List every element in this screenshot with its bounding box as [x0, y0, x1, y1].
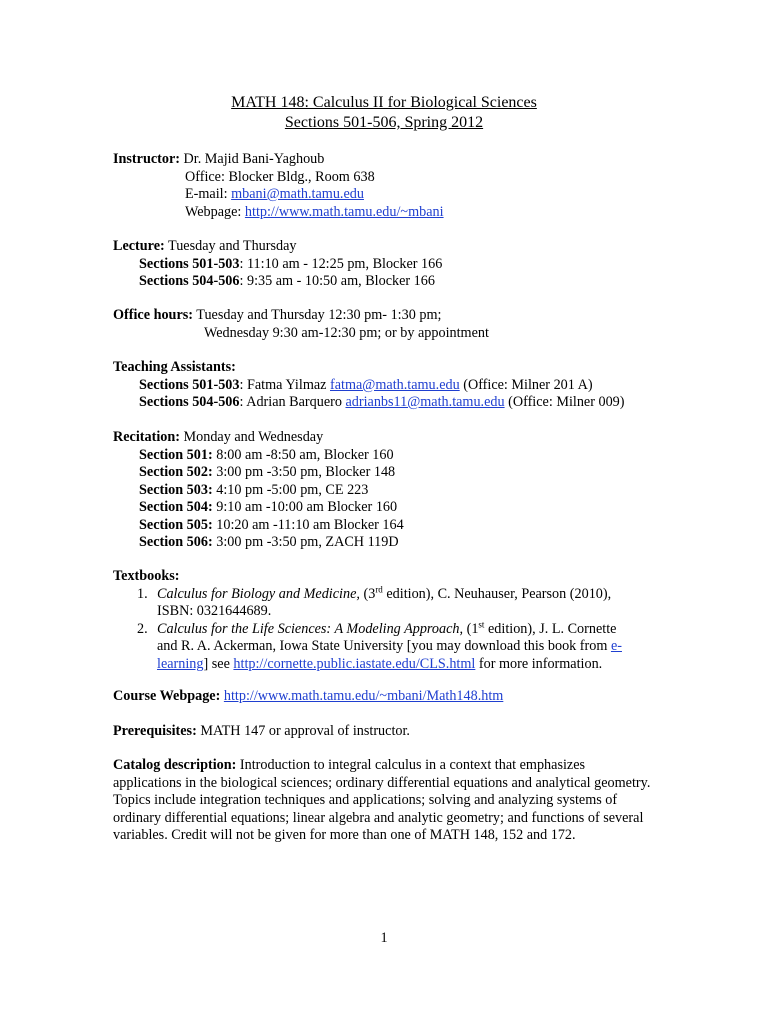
cls-book-link[interactable]: http://cornette.public.iastate.edu/CLS.html — [233, 655, 476, 672]
catalog-description — [113, 757, 653, 845]
textbook-details: and R. A. Ackerman, Iowa State University [you may download this book from — [157, 638, 611, 654]
recitation-row — [113, 534, 653, 552]
ta-row — [113, 394, 653, 412]
office-hours-block — [113, 307, 653, 342]
prerequisites-line — [113, 723, 653, 741]
prerequisites-text: MATH 147 or approval of instructor. — [196, 723, 410, 739]
instructor-email-link[interactable]: mbani@math.tamu.edu — [231, 186, 364, 202]
lecture-row — [113, 256, 653, 274]
recitation-time: 9:10 am -10:00 am Blocker 160 — [212, 499, 398, 515]
recitation-section: Section 504: — [139, 499, 213, 515]
lecture-time: : 11:10 am - 12:25 pm, Blocker 166 — [239, 255, 443, 272]
textbook-details: edition), C. Neuhauser, Pearson (2010), — [382, 585, 612, 602]
elearning-link[interactable]: e- — [610, 638, 622, 654]
lecture-label: Lecture: — [113, 238, 165, 254]
textbook-details: for more information. — [475, 655, 603, 672]
ta-section: Sections 504-506 — [139, 394, 240, 410]
office-hours-line1: Tuesday and Thursday 12:30 pm- 1:30 pm; — [196, 307, 442, 323]
recitation-time: 10:20 am -11:10 am Blocker 164 — [212, 516, 404, 533]
ta-office: (Office: Milner 201 A) — [459, 376, 593, 393]
office-hours-label: Office hours: — [113, 307, 193, 323]
recitation-label: Recitation: — [113, 429, 180, 445]
recitation-row — [113, 517, 653, 535]
recitation-time: 8:00 am -8:50 am, Blocker 160 — [212, 446, 394, 463]
textbook-item — [113, 583, 653, 604]
catalog-text: Introduction to integral calculus in a context that emphasizes applications in the biological sciences; ordinary differential equations and analytical geometry. Topics include integration techniques and applications; solving and analyzing systems of ordinary differential equations; linear algebra and analytic geometry; and functions of several variables. Credit will not be given for more than one of MATH 148, 152 and 172. — [113, 757, 651, 843]
ta-office: (Office: Milner 009) — [504, 394, 625, 410]
lecture-section: Sections 501-503 — [139, 255, 240, 272]
elearning-link[interactable]: learning — [157, 655, 204, 672]
course-title: MATH 148: Calculus II for Biological Sciences — [231, 94, 537, 111]
course-sections-term: Sections 501-506, Spring 2012 — [284, 114, 484, 131]
ta-email-link[interactable]: adrianbs11@math.tamu.edu — [345, 394, 505, 410]
ta-section: Sections 501-503 — [139, 376, 240, 393]
textbook-isbn: ISBN: 0321644689. — [157, 603, 272, 619]
ta-email-link[interactable]: fatma@math.tamu.edu — [330, 376, 460, 393]
course-webpage-line — [113, 688, 653, 706]
ta-block — [113, 359, 653, 412]
recitation-time: 3:00 pm -3:50 pm, ZACH 119D — [212, 534, 399, 550]
ta-name: : Fatma Yilmaz — [239, 376, 330, 393]
recitation-row — [113, 447, 653, 465]
prerequisites-label: Prerequisites: — [113, 723, 197, 739]
textbook-title: Calculus for the Life Sciences: A Modeling Approach, — [157, 620, 464, 637]
textbook-number: 2. — [137, 620, 148, 637]
lecture-section: Sections 504-506 — [139, 273, 240, 289]
recitation-section: Section 501: — [139, 446, 213, 463]
recitation-row — [113, 464, 653, 482]
recitation-section: Section 503: — [139, 481, 213, 498]
textbooks-label: Textbooks: — [113, 568, 180, 584]
ta-name: : Adrian Barquero — [239, 394, 346, 410]
instructor-office: Office: Blocker Bldg., Room 638 — [185, 168, 375, 185]
textbook-edition: (3 — [359, 585, 376, 602]
course-webpage-link[interactable]: http://www.math.tamu.edu/~mbani/Math148.htm — [223, 688, 504, 704]
recitation-section: Section 502: — [139, 464, 213, 480]
office-hours-line2: Wednesday 9:30 am-12:30 pm; or by appointment — [204, 324, 489, 341]
edition-superscript: st — [478, 618, 485, 629]
recitation-days: Monday and Wednesday — [183, 429, 324, 445]
instructor-block — [113, 151, 653, 221]
catalog-label: Catalog description: — [113, 757, 237, 773]
textbook-details: edition), J. L. Cornette — [484, 620, 617, 637]
recitation-section: Section 506: — [139, 534, 213, 550]
lecture-block — [113, 238, 653, 291]
recitation-time: 4:10 pm -5:00 pm, CE 223 — [212, 481, 369, 498]
course-webpage-label: Course Webpage: — [113, 688, 221, 704]
textbook-details: ] see — [203, 655, 234, 672]
textbook-edition: (1 — [463, 620, 479, 637]
recitation-row — [113, 499, 653, 517]
textbook-number: 1. — [137, 585, 148, 602]
ta-row — [113, 377, 653, 395]
textbooks-block — [113, 568, 653, 673]
instructor-webpage-link[interactable]: http://www.math.tamu.edu/~mbani — [244, 203, 444, 220]
lecture-row — [113, 273, 653, 291]
lecture-time: : 9:35 am - 10:50 am, Blocker 166 — [239, 273, 435, 289]
instructor-name: Dr. Majid Bani-Yaghoub — [183, 151, 325, 167]
recitation-row — [113, 482, 653, 500]
lecture-days: Tuesday and Thursday — [168, 238, 297, 254]
ta-label: Teaching Assistants: — [113, 359, 236, 375]
edition-superscript: rd — [375, 583, 383, 594]
instructor-label: Instructor: — [113, 151, 180, 167]
recitation-time: 3:00 pm -3:50 pm, Blocker 148 — [212, 464, 396, 480]
webpage-label: Webpage: — [185, 203, 245, 220]
email-label: E-mail: — [185, 186, 232, 202]
page-number: 1 — [380, 930, 388, 946]
textbook-item — [113, 618, 653, 639]
recitation-block — [113, 429, 653, 552]
recitation-section: Section 505: — [139, 516, 213, 533]
textbook-title: Calculus for Biology and Medicine, — [157, 585, 360, 602]
